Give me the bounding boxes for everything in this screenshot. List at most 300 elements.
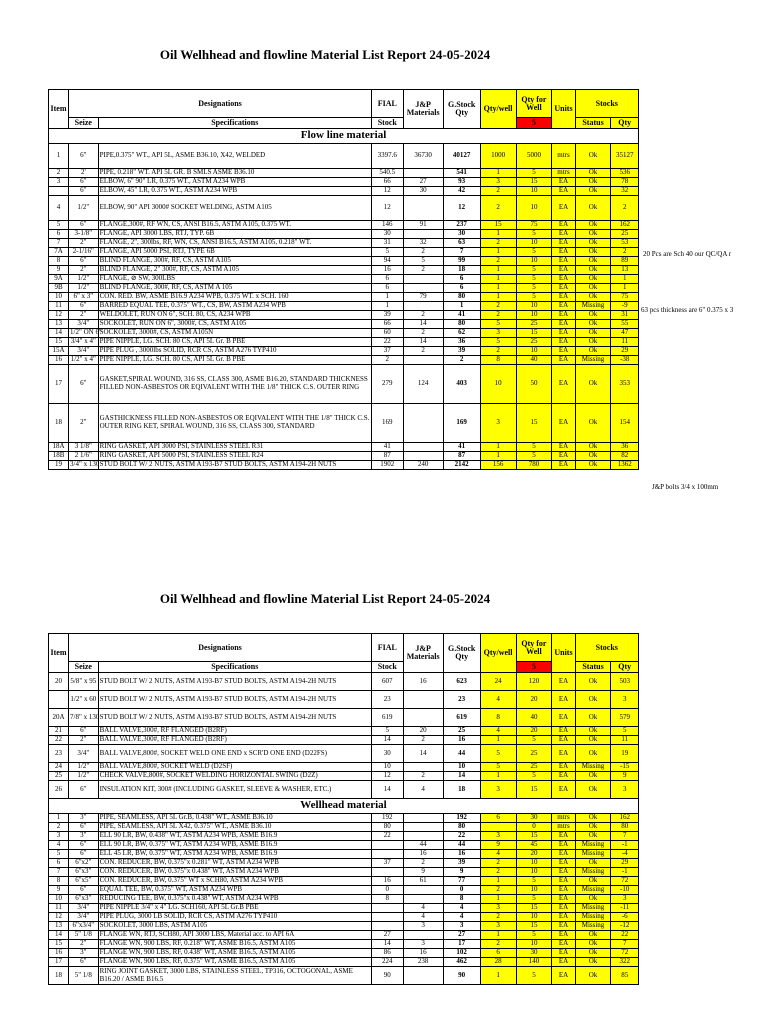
cell-spec: BARRED EQUAL TEE, 0.375" WT., CS, BW, ASTM A234 WPB (98, 302, 371, 311)
cell-units: EA (552, 257, 575, 266)
cell-fial-stock: 14 (371, 781, 403, 799)
cell-gstock: 192 (443, 814, 480, 823)
cell-qty: 72 (611, 877, 639, 886)
cell-status: Ok (575, 178, 611, 187)
cell-gstock: 12 (443, 196, 480, 221)
cell-qty: 7 (611, 832, 639, 841)
cell-spec: FLANGE WN, RTJ, SCH80, API 3000 LBS, Material acc. to API 6A (98, 931, 371, 940)
cell-status: Missing (575, 763, 611, 772)
cell-jp-materials (403, 356, 443, 365)
cell-units: EA (552, 832, 575, 841)
cell-size: 3/4" (69, 320, 99, 329)
cell-spec: SOCKOLET, 3000 LBS, ASTM A105 (98, 922, 371, 931)
cell-qty-well: 2 (480, 239, 516, 248)
cell-gstock: 8 (443, 895, 480, 904)
cell-qty: 55 (611, 320, 639, 329)
cell-spec: EQUAL TEE, BW, 0.375" WT, ASTM A234 WPB (98, 886, 371, 895)
cell-gstock: 14 (443, 772, 480, 781)
cell-qty-well: 2 (480, 196, 516, 221)
cell-units: EA (552, 904, 575, 913)
cell-qty-well: 6 (480, 949, 516, 958)
cell-size: 3/4" (69, 347, 99, 356)
cell-spec: FLANGE, API 5000 PSI, RTJ, TYPE 6B (98, 248, 371, 257)
cell-qty-for-well: 30 (516, 949, 552, 958)
cell-size: 6" (69, 178, 99, 187)
cell-units: EA (552, 302, 575, 311)
cell-size: 1/2" (69, 763, 99, 772)
cell-fial-stock: 14 (371, 736, 403, 745)
cell-jp-materials: 2 (403, 266, 443, 275)
table-row (49, 895, 639, 904)
cell-gstock: 44 (443, 841, 480, 850)
cell-gstock: 39 (443, 347, 480, 356)
cell-gstock: 10 (443, 763, 480, 772)
cell-item: 9 (49, 266, 69, 275)
cell-qty-well: 2 (480, 940, 516, 949)
cell-qty-for-well: 10 (516, 940, 552, 949)
cell-qty-well: 8 (480, 709, 516, 727)
cell-units: EA (552, 859, 575, 868)
cell-size: 6" (69, 958, 99, 967)
cell-jp-materials (403, 196, 443, 221)
cell-qty-for-well: 15 (516, 178, 552, 187)
cell-size: 3/4" x 130 (70, 460, 100, 469)
cell-qty: -10 (611, 886, 639, 895)
cell-gstock: 17 (443, 940, 480, 949)
cell-qty-for-well: 50 (516, 365, 552, 404)
cell-qty-well: 1000 (480, 144, 516, 169)
cell-fial-stock: 86 (371, 949, 403, 958)
cell-qty-well: 3 (480, 404, 516, 443)
cell-units: EA (552, 221, 575, 230)
cell-units: EA (552, 443, 575, 452)
cell-units: EA (552, 311, 575, 320)
report-title-1: Oil Welhhead and flowline Material List Report 24-05-2024 (159, 47, 491, 62)
cell-item: 7 (49, 239, 69, 248)
cell-qty-for-well: 15 (516, 781, 552, 799)
cell-size: 6"x3/4" (69, 922, 99, 931)
cell-jp-materials: 16 (403, 850, 443, 859)
cell-item: 5 (49, 221, 69, 230)
cell-qty-well: 28 (480, 958, 516, 967)
cell-spec: SOCKOLET, 3000#, CS, ASTM A105N (98, 329, 371, 338)
cell-qty-for-well: 5 (516, 169, 552, 178)
cell-units: EA (552, 691, 575, 709)
cell-qty: 9 (611, 772, 639, 781)
cell-qty-well: 4 (480, 850, 516, 859)
cell-size: 6"x5" (69, 877, 99, 886)
cell-item: 15A (49, 347, 69, 356)
cell-status: Missing (575, 913, 611, 922)
cell-size: 5" 1/8 (69, 931, 99, 940)
cell-fial-stock: 6 (371, 275, 403, 284)
cell-qty: 353 (611, 365, 639, 404)
cell-fial-stock: 10 (371, 763, 403, 772)
cell-item: 7A (49, 248, 69, 257)
cell-units: mtrs (552, 814, 575, 823)
cell-status: Ok (575, 823, 611, 832)
cell-units: EA (552, 452, 575, 461)
cell-gstock: 18 (443, 781, 480, 799)
table-row (49, 772, 639, 781)
cell-units: mtrs (552, 823, 575, 832)
cell-size: 3/4" (69, 745, 99, 763)
cell-qty-for-well: 25 (516, 338, 552, 347)
cell-qty-well: 2 (480, 886, 516, 895)
cell-units: EA (552, 230, 575, 239)
cell-size: 2" (69, 940, 99, 949)
cell-item: 18A (49, 443, 69, 452)
cell-jp-materials (403, 832, 443, 841)
cell-status: Missing (575, 886, 611, 895)
cell-item: 15 (49, 940, 69, 949)
cell-gstock: 90 (443, 967, 480, 985)
cell-units: EA (552, 877, 575, 886)
cell-qty-for-well: 10 (516, 886, 552, 895)
cell-item: 13 (49, 320, 69, 329)
cell-gstock: 41 (443, 311, 480, 320)
table-row (49, 691, 639, 709)
cell-qty-well: 15 (480, 221, 516, 230)
cell-item: 14 (49, 329, 69, 338)
cell-qty-for-well: 10 (516, 196, 552, 221)
cell-size: 6" (69, 823, 99, 832)
cell-qty-well: 3 (480, 922, 516, 931)
cell-gstock: 30 (443, 230, 480, 239)
cell-status: Ok (575, 859, 611, 868)
cell-qty: 154 (611, 404, 639, 443)
cell-spec: PIPE NIPPLE, LG. SCH. 80 CS, API 5L Gr. B PBE (98, 338, 371, 347)
table-row (49, 673, 639, 691)
cell-qty-for-well: 25 (516, 320, 552, 329)
cell-jp-materials: 30 (403, 187, 443, 196)
cell-item: 26 (49, 781, 69, 799)
cell-gstock: 27 (443, 931, 480, 940)
cell-item: 16 (49, 949, 69, 958)
cell-fial-stock: 60 (371, 329, 403, 338)
cell-jp-materials: 240 (403, 461, 443, 470)
cell-spec: RING GASKET, API 5000 PSI, STAINLESS STEEL R24 (98, 452, 371, 461)
cell-qty-well: 5 (480, 763, 516, 772)
header-fial: FIAL (371, 634, 403, 662)
table-row (49, 347, 639, 356)
cell-fial-stock (371, 913, 403, 922)
cell-jp-materials: 4 (403, 913, 443, 922)
cell-size: 1/2" x 4" (69, 356, 99, 365)
cell-gstock: 462 (443, 958, 480, 967)
cell-jp-materials (403, 275, 443, 284)
cell-qty-for-well: 0 (516, 823, 552, 832)
cell-jp-materials: 2 (403, 311, 443, 320)
cell-gstock: 77 (443, 877, 480, 886)
table-row (49, 931, 639, 940)
cell-spec: STUD BOLT W/ 2 NUTS, ASTM A193-B7 STUD BOLTS, ASTM A194-2H NUTS (98, 461, 371, 470)
cell-units: EA (552, 886, 575, 895)
report-title-2: Oil Welhhead and flowline Material List Report 24-05-2024 (159, 591, 491, 606)
cell-jp-materials: 3 (403, 922, 443, 931)
table-row (49, 196, 639, 221)
cell-size: 6" (69, 221, 99, 230)
cell-qty: 19 (611, 745, 639, 763)
cell-gstock: 18 (443, 266, 480, 275)
cell-qty: -11 (611, 904, 639, 913)
cell-qty-for-well: 10 (516, 257, 552, 266)
table-row (49, 877, 639, 886)
cell-qty-well: 1 (480, 230, 516, 239)
cell-jp-materials: 61 (403, 877, 443, 886)
cell-units: EA (552, 248, 575, 257)
cell-spec: FLANGE,300#, RF WN, CS, ANSI B16.5, ASTM A105, 0.375 WT. (98, 221, 371, 230)
qty-for-well-value: 5 (516, 662, 552, 673)
cell-qty-for-well: 15 (516, 832, 552, 841)
cell-size: 6" (69, 850, 99, 859)
cell-jp-materials (403, 931, 443, 940)
cell-units: EA (552, 347, 575, 356)
cell-spec: BLIND FLANGE, 300#, RF, CS, ASTM A 105 (98, 284, 371, 293)
cell-qty-for-well: 10 (516, 913, 552, 922)
cell-status: Missing (575, 841, 611, 850)
cell-fial-stock: 31 (371, 239, 403, 248)
cell-item: 3 (49, 832, 69, 841)
cell-qty: 72 (611, 949, 639, 958)
cell-fial-stock: 22 (371, 338, 403, 347)
cell-gstock: 80 (443, 320, 480, 329)
cell-status: Ok (575, 727, 611, 736)
cell-jp-materials: 2 (403, 736, 443, 745)
cell-item: 21 (49, 727, 69, 736)
cell-fial-stock: 12 (371, 196, 403, 221)
cell-units: EA (552, 178, 575, 187)
cell-size: 2 1/6" (69, 452, 99, 461)
cell-qty-well: 1 (480, 248, 516, 257)
cell-qty-well: 3 (480, 329, 516, 338)
cell-qty-for-well: 5 (516, 931, 552, 940)
cell-qty-well: 2 (480, 187, 516, 196)
cell-units: EA (552, 196, 575, 221)
cell-qty-well: 3 (480, 904, 516, 913)
cell-status: Ok (575, 347, 611, 356)
cell-jp-materials (403, 452, 443, 461)
cell-qty-well: 2 (480, 257, 516, 266)
cell-item: 1 (49, 144, 69, 169)
cell-status: Ok (575, 404, 611, 443)
table-row (49, 443, 639, 452)
cell-fial-stock: 22 (371, 832, 403, 841)
cell-item: 6 (49, 859, 69, 868)
table-row (49, 266, 639, 275)
cell-qty-for-well: 15 (516, 922, 552, 931)
cell-item: 23 (49, 745, 69, 763)
cell-qty-well: 6 (480, 814, 516, 823)
cell-item: 11 (49, 302, 69, 311)
table-row (49, 187, 639, 196)
cell-status: Ok (575, 736, 611, 745)
table-row (49, 248, 639, 257)
cell-item: 11 (49, 904, 69, 913)
cell-qty: -9 (611, 302, 639, 311)
cell-qty-for-well: 45 (516, 841, 552, 850)
cell-qty: 579 (611, 709, 639, 727)
cell-item: 2 (49, 823, 69, 832)
cell-spec: GASTHICKNESS FILLED NON-ASBESTOS OR EQIVALENT WITH THE 1/8" THICK C.S. OUTER RING KET, SPIRAL WOUND, 316 SS, CLASS 300, STANDARD (98, 404, 371, 443)
cell-size: 1/2" x 60 (69, 691, 99, 709)
cell-fial-stock: 27 (371, 931, 403, 940)
cell-item: 7 (49, 868, 69, 877)
cell-status: Ok (575, 709, 611, 727)
cell-qty-for-well: 10 (516, 868, 552, 877)
cell-spec: PIPE NIPPLE 3/4" x 4" LG. SCH160, API 5L Gr.B PBE (98, 904, 371, 913)
cell-qty: -6 (611, 913, 639, 922)
cell-jp-materials (403, 284, 443, 293)
table-row (49, 922, 639, 931)
cell-units: EA (552, 284, 575, 293)
cell-gstock: 42 (443, 187, 480, 196)
cell-jp-materials: 2 (403, 772, 443, 781)
cell-jp-materials (403, 814, 443, 823)
table-row (49, 452, 639, 461)
table-row (49, 329, 639, 338)
cell-units: EA (552, 338, 575, 347)
cell-fial-stock: 30 (371, 230, 403, 239)
header-status: Status (575, 118, 611, 129)
cell-status: Missing (575, 922, 611, 931)
cell-item: 4 (49, 841, 69, 850)
cell-status: Ok (575, 895, 611, 904)
header-qty-for-well: Qty for Well (516, 634, 552, 662)
table-row (49, 781, 639, 799)
cell-qty-well: 1 (480, 877, 516, 886)
cell-qty-well: 2 (480, 302, 516, 311)
cell-spec: CHECK VALVE,800#, SOCKET WELDING HORIZONTAL SWING (D2Z) (98, 772, 371, 781)
header-gstock: G.Stock Qty (443, 634, 480, 673)
cell-jp-materials (403, 230, 443, 239)
cell-qty-for-well: 15 (516, 404, 552, 443)
cell-spec: CON. REDUCER, BW, 0.375" WT x SCH80, ASTM A234 WPB (98, 877, 371, 886)
cell-qty-well (480, 823, 516, 832)
section-title: Flow line material (49, 129, 639, 144)
cell-jp-materials (403, 709, 443, 727)
table-row (49, 284, 639, 293)
cell-units: EA (552, 850, 575, 859)
cell-fial-stock: 16 (371, 266, 403, 275)
cell-qty-well: 1 (480, 169, 516, 178)
cell-qty-for-well: 40 (516, 709, 552, 727)
table-row (49, 868, 639, 877)
cell-qty-well: 2 (480, 868, 516, 877)
cell-qty: 80 (611, 823, 639, 832)
cell-units: EA (552, 931, 575, 940)
cell-status: Ok (575, 781, 611, 799)
cell-qty-well: 5 (480, 338, 516, 347)
header-specifications: Specifications (98, 662, 371, 673)
cell-item: 12 (49, 311, 69, 320)
table-row (49, 257, 639, 266)
cell-item: 6 (49, 230, 69, 239)
header-seize: Seize (69, 662, 99, 673)
cell-status: Ok (575, 958, 611, 967)
cell-jp-materials: 36730 (403, 144, 443, 169)
header-stocks: Stocks (575, 90, 638, 118)
header-specifications: Specifications (98, 118, 371, 129)
cell-gstock: 623 (443, 673, 480, 691)
cell-item: 10 (49, 293, 69, 302)
cell-gstock: 4 (443, 904, 480, 913)
cell-jp-materials: 32 (403, 239, 443, 248)
cell-size: 6" (69, 841, 99, 850)
cell-item: 15 (49, 338, 69, 347)
cell-fial-stock: 80 (371, 823, 403, 832)
header-gstock: G.Stock Qty (443, 90, 480, 129)
cell-gstock: 23 (443, 691, 480, 709)
header-status: Status (575, 662, 611, 673)
cell-qty-for-well: 10 (516, 311, 552, 320)
cell-qty-for-well: 10 (516, 302, 552, 311)
cell-size: 1/2" ON 6" (70, 328, 102, 337)
cell-item: 20A (49, 709, 69, 727)
table-row (49, 221, 639, 230)
table-row (49, 745, 639, 763)
cell-spec: REDUCING TEE, BW, 0.375"x 0.438" WT, ASTM A234 WPB (98, 895, 371, 904)
cell-item: 8 (49, 877, 69, 886)
cell-spec: INSULATION KIT, 300# (INCLUDING GASKET, SLEEVE & WASHER, ETC.) (98, 781, 371, 799)
cell-gstock: 4 (443, 913, 480, 922)
cell-qty-for-well: 25 (516, 745, 552, 763)
cell-fial-stock: 16 (371, 877, 403, 886)
cell-item: 16 (49, 356, 69, 365)
cell-status: Ok (575, 311, 611, 320)
cell-qty-for-well: 75 (516, 221, 552, 230)
cell-qty: 1 (611, 284, 639, 293)
cell-gstock: 3 (443, 922, 480, 931)
table-row (49, 913, 639, 922)
cell-status: Missing (575, 868, 611, 877)
cell-fial-stock: 1 (371, 293, 403, 302)
cell-fial-stock: 169 (371, 404, 403, 443)
cell-units: EA (552, 673, 575, 691)
table-row (49, 859, 639, 868)
cell-qty-for-well: 15 (516, 904, 552, 913)
cell-status: Ok (575, 196, 611, 221)
cell-item: 2 (49, 169, 69, 178)
cell-status: Ok (575, 257, 611, 266)
cell-spec: BALL VALVE,800#, SOCKET WELD (D2SF) (98, 763, 371, 772)
cell-fial-stock: 14 (371, 940, 403, 949)
cell-units: EA (552, 868, 575, 877)
table-row (49, 461, 639, 470)
table-row (49, 904, 639, 913)
cell-units: EA (552, 745, 575, 763)
cell-qty-for-well: 15 (516, 329, 552, 338)
cell-spec: CON. RED. BW, ASME B16.9 A234 WPB, 0.375 WT. x SCH. 160 (98, 293, 371, 302)
cell-spec: ELL 90 LR, BW, 0.375" WT, ASTM A234 WPB, ASME B16.9 (98, 841, 371, 850)
cell-status: Ok (575, 248, 611, 257)
cell-jp-materials: 14 (403, 320, 443, 329)
cell-jp-materials: 79 (403, 293, 443, 302)
cell-fial-stock: 3397.6 (371, 144, 403, 169)
cell-units: EA (552, 356, 575, 365)
cell-qty-well: 2 (480, 913, 516, 922)
cell-qty: 82 (611, 452, 639, 461)
cell-size: 7/8" x 130 (69, 709, 99, 727)
cell-status: Ok (575, 691, 611, 709)
cell-status: Missing (575, 356, 611, 365)
cell-gstock: 169 (443, 404, 480, 443)
cell-fial-stock: 37 (371, 347, 403, 356)
cell-jp-materials (403, 886, 443, 895)
cell-status: Ok (575, 320, 611, 329)
cell-qty: 3 (611, 895, 639, 904)
cell-qty-for-well: 10 (516, 239, 552, 248)
